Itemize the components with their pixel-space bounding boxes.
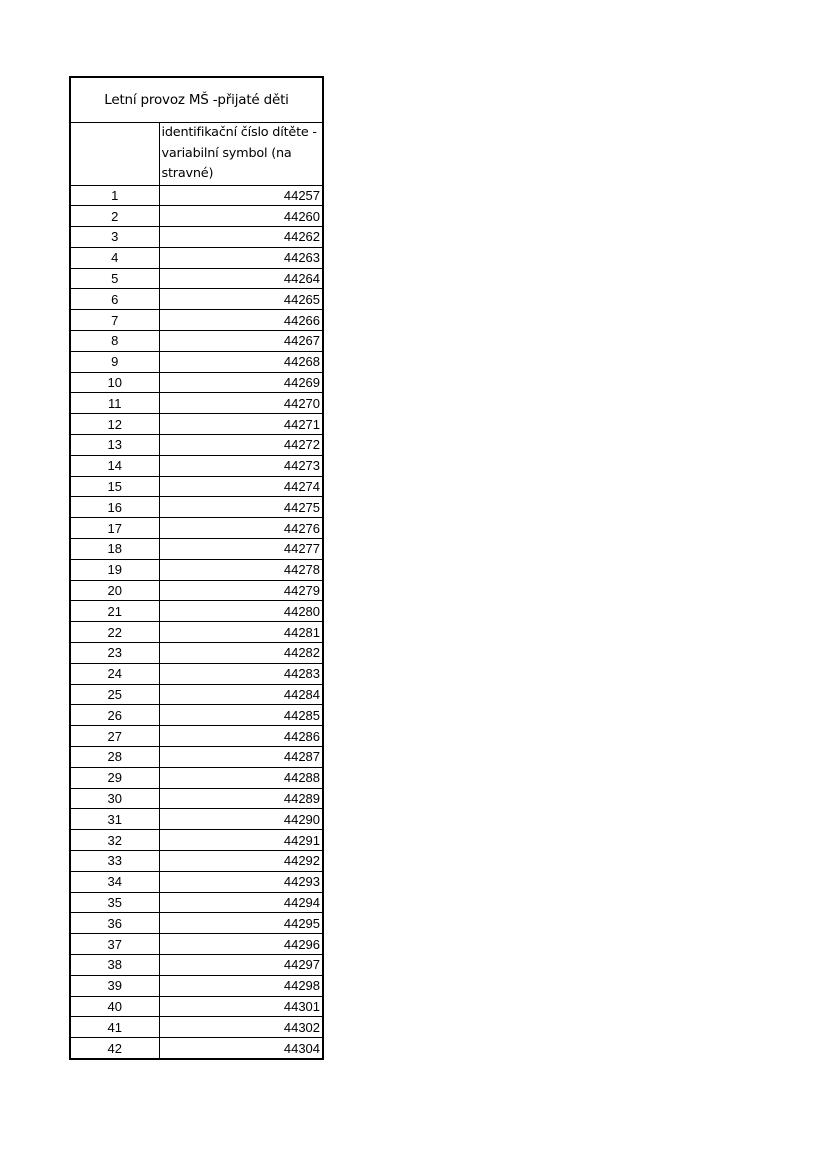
table-row [70,934,323,955]
row-number-cell: 37 [70,934,159,955]
child-id-cell: 44301 [159,996,323,1017]
row-number-cell: 5 [70,268,159,289]
child-id-cell: 44270 [159,393,323,414]
row-number-cell: 15 [70,476,159,497]
row-number-cell: 19 [70,559,159,580]
row-number-cell: 40 [70,996,159,1017]
table-row [70,788,323,809]
child-id-cell: 44276 [159,518,323,539]
child-id-cell: 44296 [159,934,323,955]
table-row [70,892,323,913]
row-number-cell: 24 [70,663,159,684]
table-row [70,1017,323,1038]
table-row [70,247,323,268]
row-number-cell: 42 [70,1038,159,1059]
child-id-cell: 44277 [159,539,323,560]
row-number-cell: 30 [70,788,159,809]
child-id-cell: 44279 [159,580,323,601]
child-id-cell: 44263 [159,247,323,268]
row-number-cell: 16 [70,497,159,518]
row-number-cell: 20 [70,580,159,601]
header-id-cell: identifikační číslo dítěte - variabilní symbol (na stravné) [159,123,323,186]
row-number-cell: 32 [70,830,159,851]
title-row [70,77,323,123]
table-row [70,851,323,872]
row-number-cell: 7 [70,310,159,331]
header-number-cell [70,123,159,186]
child-id-cell: 44267 [159,331,323,352]
child-id-cell: 44302 [159,1017,323,1038]
table-row [70,227,323,248]
child-id-cell: 44282 [159,643,323,664]
table-row [70,975,323,996]
table-row [70,705,323,726]
child-id-cell: 44274 [159,476,323,497]
row-number-cell: 28 [70,747,159,768]
child-id-cell: 44298 [159,975,323,996]
row-number-cell: 6 [70,289,159,310]
table-row [70,331,323,352]
header-row [70,123,323,186]
child-id-cell: 44292 [159,851,323,872]
child-id-cell: 44281 [159,622,323,643]
child-id-cell: 44294 [159,892,323,913]
table-row [70,393,323,414]
table-row [70,435,323,456]
row-number-cell: 13 [70,435,159,456]
row-number-cell: 18 [70,539,159,560]
child-id-cell: 44297 [159,954,323,975]
table-row [70,476,323,497]
child-id-cell: 44257 [159,185,323,206]
row-number-cell: 39 [70,975,159,996]
row-number-cell: 36 [70,913,159,934]
table-row [70,913,323,934]
table-row [70,559,323,580]
child-id-cell: 44304 [159,1038,323,1059]
table-row [70,1038,323,1059]
child-id-cell: 44287 [159,747,323,768]
row-number-cell: 4 [70,247,159,268]
row-number-cell: 1 [70,185,159,206]
child-id-cell: 44262 [159,227,323,248]
child-id-cell: 44291 [159,830,323,851]
child-id-cell: 44278 [159,559,323,580]
row-number-cell: 17 [70,518,159,539]
row-number-cell: 21 [70,601,159,622]
table-row [70,684,323,705]
table-row [70,289,323,310]
table-row [70,414,323,435]
child-id-cell: 44268 [159,351,323,372]
row-number-cell: 34 [70,871,159,892]
table-row [70,185,323,206]
row-number-cell: 14 [70,455,159,476]
table-row [70,954,323,975]
child-id-cell: 44295 [159,913,323,934]
child-id-cell: 44269 [159,372,323,393]
child-id-cell: 44266 [159,310,323,331]
child-id-cell: 44265 [159,289,323,310]
child-id-cell: 44280 [159,601,323,622]
child-id-cell: 44260 [159,206,323,227]
table-row [70,539,323,560]
child-id-cell: 44286 [159,726,323,747]
table-row [70,455,323,476]
child-id-cell: 44272 [159,435,323,456]
row-number-cell: 8 [70,331,159,352]
row-number-cell: 2 [70,206,159,227]
table-row [70,601,323,622]
child-id-cell: 44284 [159,684,323,705]
table-row [70,622,323,643]
row-number-cell: 9 [70,351,159,372]
row-number-cell: 12 [70,414,159,435]
row-number-cell: 22 [70,622,159,643]
table-row [70,310,323,331]
table-row [70,747,323,768]
child-id-cell: 44285 [159,705,323,726]
table-row [70,206,323,227]
table-row [70,351,323,372]
child-id-cell: 44271 [159,414,323,435]
table-title: Letní provoz MŠ -přijaté děti [70,77,323,123]
row-number-cell: 31 [70,809,159,830]
table-row [70,809,323,830]
child-id-cell: 44283 [159,663,323,684]
row-number-cell: 27 [70,726,159,747]
child-id-cell: 44288 [159,767,323,788]
table-row [70,518,323,539]
table-row [70,497,323,518]
row-number-cell: 33 [70,851,159,872]
table-row [70,643,323,664]
row-number-cell: 25 [70,684,159,705]
table-row [70,767,323,788]
table-row [70,726,323,747]
child-id-cell: 44273 [159,455,323,476]
child-id-cell: 44275 [159,497,323,518]
row-number-cell: 41 [70,1017,159,1038]
row-number-cell: 23 [70,643,159,664]
table-row [70,580,323,601]
child-id-cell: 44290 [159,809,323,830]
table-row [70,830,323,851]
table-row [70,871,323,892]
child-id-cell: 44293 [159,871,323,892]
admitted-children-table [69,76,324,1060]
row-number-cell: 38 [70,954,159,975]
row-number-cell: 10 [70,372,159,393]
table-row [70,268,323,289]
row-number-cell: 35 [70,892,159,913]
row-number-cell: 11 [70,393,159,414]
row-number-cell: 26 [70,705,159,726]
table-body [70,77,323,1059]
table-row [70,663,323,684]
row-number-cell: 29 [70,767,159,788]
row-number-cell: 3 [70,227,159,248]
child-id-cell: 44289 [159,788,323,809]
table-row [70,372,323,393]
table-row [70,996,323,1017]
child-id-cell: 44264 [159,268,323,289]
